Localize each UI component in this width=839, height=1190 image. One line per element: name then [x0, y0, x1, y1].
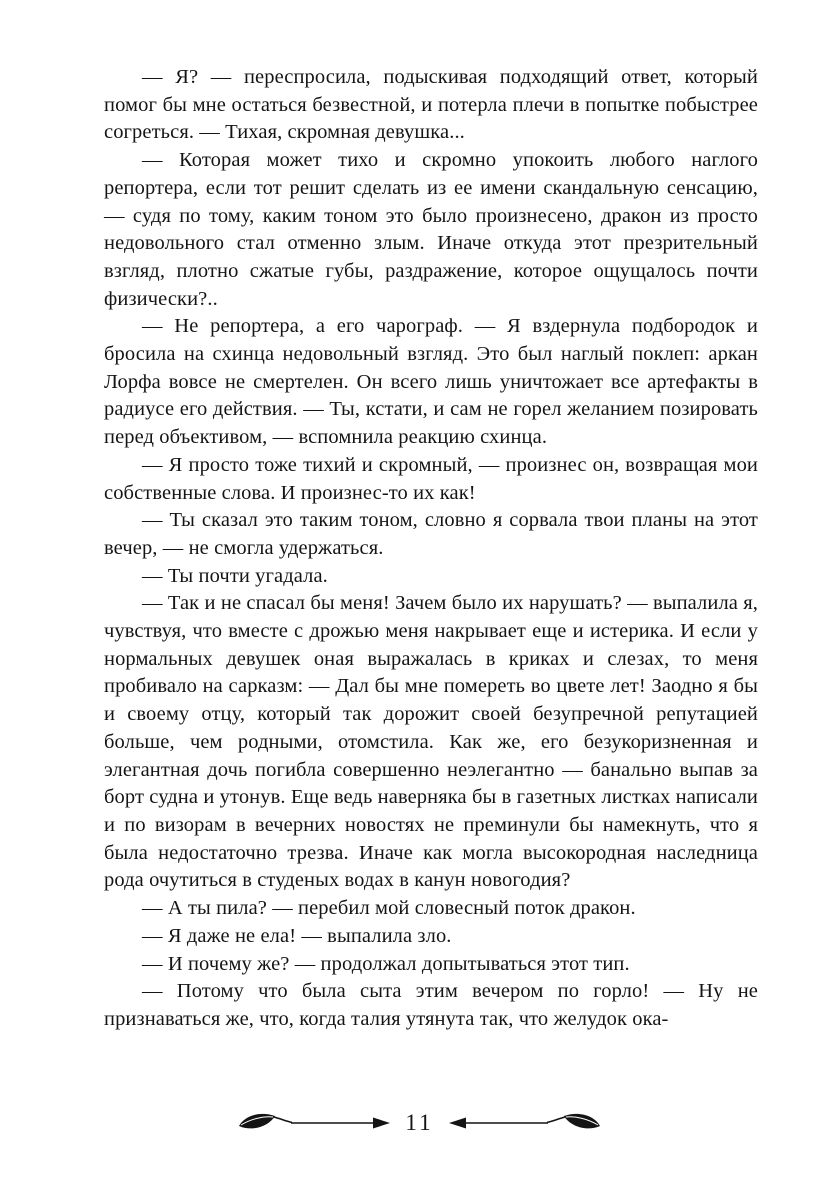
page-footer: [0, 1106, 839, 1140]
paragraph: — Так и не спасал бы меня! Зачем было их нарушать? — выпалила я, чувствуя, что вместе с дрожью меня накрывает еще и истерика. И если у нормальных девушек оная выражалась в криках и слезах, то меня пробивало на сарказм: — Дал бы мне помереть во цвете лет! Заодно я бы и своему отцу, который так дорожит своей безупречной репутацией больше, чем родными, отомстила. Как же, его безукоризненная и элегантная дочь погибла совершенно неэлегантно — банально выпав за борт судна и утонув. Еще ведь наверняка бы в газетных листках написали и по визорам в вечерних новостях не преминули бы намекнуть, что я была недостаточно трезва. Иначе как могла высокородная наследница рода очутиться в студеных водах в канун новогодия?: [104, 592, 758, 892]
paragraph: — А ты пила? — перебил мой словесный поток дракон.: [142, 897, 636, 920]
feather-arrow-left-ornament-icon: [235, 1109, 393, 1137]
paragraph: — Я просто тоже тихий и скромный, — произнес он, возвращая мои собственные слова. И произнес-то их как!: [104, 453, 758, 504]
paragraph: — Я даже не ела! — выпалила зло.: [142, 924, 452, 947]
paragraph: — Которая может тихо и скромно упокоить любого наглого репортера, если тот решит сделать из ее имени скандальную сенсацию, — судя по тому, каким тоном это было произнесено, дракон из просто недовольного стал отменно злым. Иначе откуда этот презрительный взгляд, плотно сжатые губы, раздражение, которое ощущалось почти физически?..: [104, 149, 758, 310]
paragraph: — Ты сказал это таким тоном, словно я сорвала твои планы на этот вечер, — не смогла удержаться.: [104, 509, 758, 559]
paragraph: — И почему же? — продолжал допытываться этот тип.: [142, 952, 630, 975]
feather-arrow-right-ornament-icon: [446, 1109, 604, 1137]
paragraph: — Потому что была сыта этим вечером по горло! — Ну не признаваться же, что, когда талия утянута так, что желудок ока-: [104, 980, 758, 1030]
text-column: [104, 64, 758, 1034]
paragraph: — Не репортера, а его чарограф. — Я вздернула подбородок и бросила на схинца недовольный взгляд. Это был наглый поклеп: аркан Лорфа вовсе не смертелен. Он всего лишь уничтожает все артефакты в радиусе его действия. — Ты, кстати, и сам не горел желанием позировать перед объективом, — вспомнила реакцию схинца.: [104, 315, 758, 449]
paragraph: — Ты почти угадала.: [142, 564, 328, 587]
page-number: 11: [405, 1109, 434, 1135]
paragraph: — Я? — переспросила, подыскивая подходящий ответ, который помог бы мне остаться безвестной, и потерла плечи в попытке побыстрее согреться. — Тихая, скромная девушка...: [104, 66, 758, 144]
